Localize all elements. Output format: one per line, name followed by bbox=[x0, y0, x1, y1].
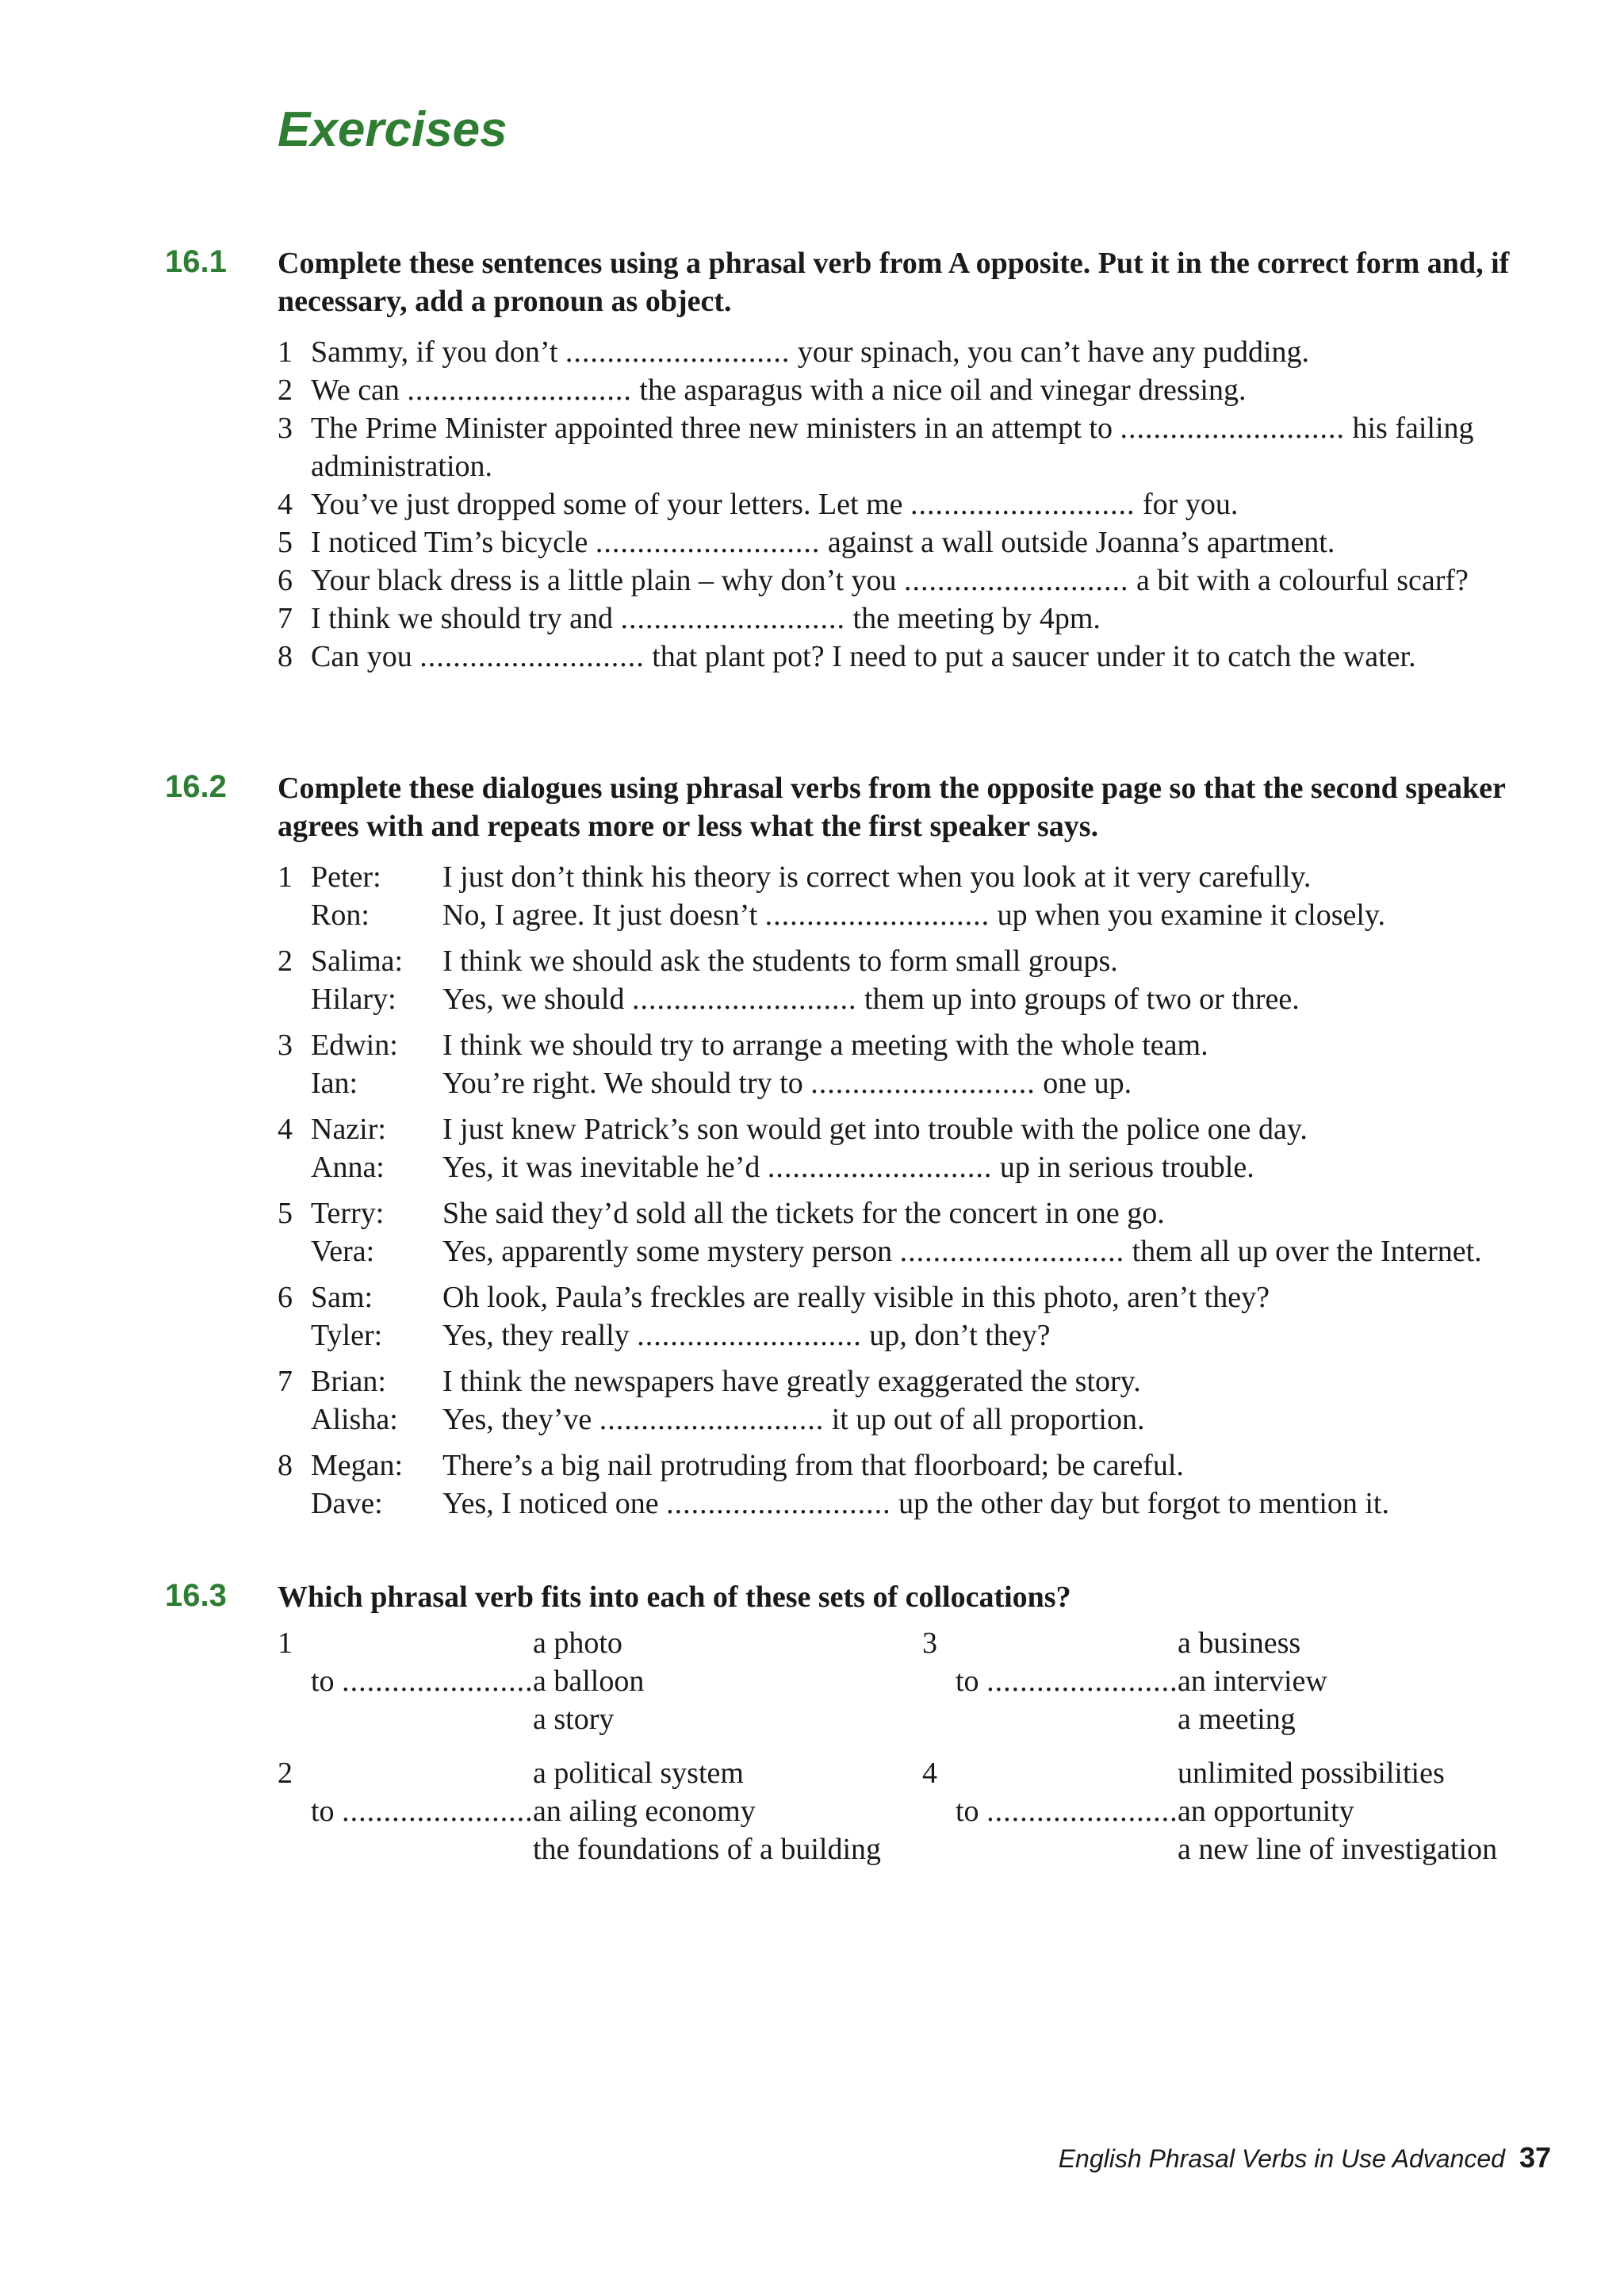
dialogue-line-first bbox=[278, 1446, 1546, 1485]
item-number: 4 bbox=[278, 1113, 293, 1146]
footer-page-number: 37 bbox=[1519, 2141, 1551, 2174]
item-number: 4 bbox=[278, 488, 293, 521]
collocation-set bbox=[922, 1754, 1525, 1873]
dialogue-line-second bbox=[278, 1400, 1546, 1439]
dialogue-text-start: Yes, it was inevitable he’d bbox=[442, 1151, 760, 1184]
dialogue-text: I think the newspapers have greatly exaggerated the story. bbox=[442, 1365, 1141, 1398]
collocation-phrase: a business bbox=[1178, 1626, 1301, 1660]
speaker-name: Brian: bbox=[311, 1365, 386, 1398]
page-footer bbox=[1059, 2141, 1551, 2174]
speaker-name: Dave: bbox=[311, 1487, 383, 1520]
collocation-phrase: unlimited possibilities bbox=[1178, 1757, 1445, 1790]
item-number: 3 bbox=[922, 1626, 937, 1660]
answer-blank[interactable]: ........................... bbox=[666, 1487, 891, 1520]
answer-blank[interactable]: ....................... bbox=[986, 1665, 1178, 1698]
collocation-phrase: a political system bbox=[533, 1757, 744, 1790]
collocation-phrase: a new line of investigation bbox=[1178, 1833, 1498, 1866]
dialogue-text: I just don’t think his theory is correct when you look at it very carefully. bbox=[442, 860, 1312, 894]
sentence-end: against a wall outside Joanna’s apartment. bbox=[827, 526, 1335, 559]
sentence-item bbox=[278, 371, 1546, 409]
dialogue-item bbox=[278, 1194, 1546, 1270]
sentence-item bbox=[278, 523, 1546, 561]
item-number: 5 bbox=[278, 526, 293, 559]
dialogue-item bbox=[278, 942, 1546, 1018]
sentence-end: his failing administration. bbox=[311, 412, 1474, 483]
to-label: to bbox=[956, 1795, 979, 1828]
item-number: 2 bbox=[278, 1757, 293, 1790]
answer-blank[interactable]: ........................... bbox=[764, 898, 990, 932]
dialogue-item bbox=[278, 1278, 1546, 1354]
sentence-start: I noticed Tim’s bicycle bbox=[311, 526, 588, 559]
sentence-start: Can you bbox=[311, 640, 412, 673]
item-number: 1 bbox=[278, 1626, 293, 1660]
dialogue-line-second bbox=[278, 896, 1546, 934]
answer-blank[interactable]: ........................... bbox=[599, 1403, 825, 1436]
dialogue-line-first bbox=[278, 1026, 1546, 1064]
answer-blank[interactable]: ........................... bbox=[899, 1235, 1125, 1268]
speaker-name: Tyler: bbox=[311, 1319, 383, 1352]
answer-blank[interactable]: ....................... bbox=[986, 1795, 1178, 1828]
exercise-instruction-16-1: Complete these sentences using a phrasal verb from A opposite. Put it in the correct form and, if necessary, add a pronoun as object. bbox=[278, 247, 1510, 318]
collocation-phrase: a balloon bbox=[533, 1665, 645, 1698]
sentence-start: I think we should try and bbox=[311, 602, 614, 635]
item-number: 2 bbox=[278, 944, 293, 978]
sentence-end: your spinach, you can’t have any pudding. bbox=[797, 335, 1310, 369]
speaker-name: Alisha: bbox=[311, 1403, 398, 1436]
collocation-set bbox=[922, 1624, 1525, 1743]
sentence-end: the meeting by 4pm. bbox=[852, 602, 1101, 635]
sentence-end: the asparagus with a nice oil and vinegar dressing. bbox=[639, 374, 1247, 407]
dialogue-text-end: up, don’t they? bbox=[869, 1319, 1051, 1352]
dialogue-text-start: Yes, they’ve bbox=[442, 1403, 592, 1436]
footer-book-title: English Phrasal Verbs in Use Advanced bbox=[1058, 2144, 1505, 2173]
sentence-start: We can bbox=[311, 374, 400, 407]
dialogue-item bbox=[278, 1362, 1546, 1439]
answer-blank[interactable]: ........................... bbox=[1120, 412, 1345, 445]
to-blank-line bbox=[311, 1662, 534, 1700]
item-number: 2 bbox=[278, 374, 293, 407]
exercise-number-16-3: 16.3 bbox=[165, 1578, 227, 1613]
dialogue-text: She said they’d sold all the tickets for the concert in one go. bbox=[442, 1197, 1165, 1230]
dialogue-line-second bbox=[278, 1316, 1546, 1354]
item-number: 5 bbox=[278, 1197, 293, 1230]
dialogue-line-first bbox=[278, 1194, 1546, 1232]
dialogue-text: There’s a big nail protruding from that floorboard; be careful. bbox=[442, 1449, 1184, 1482]
collocation-phrase: a photo bbox=[533, 1626, 622, 1660]
answer-blank[interactable]: ........................... bbox=[637, 1319, 862, 1352]
dialogue-line-first bbox=[278, 1110, 1546, 1148]
item-number: 3 bbox=[278, 412, 293, 445]
answer-blank[interactable]: ........................... bbox=[565, 335, 791, 369]
answer-blank[interactable]: ....................... bbox=[342, 1665, 534, 1698]
collocation-phrases bbox=[533, 1754, 881, 1868]
exercise-instruction-16-2: Complete these dialogues using phrasal verbs from the opposite page so that the second speaker agrees with and repeats more or less what the first speaker says. bbox=[278, 772, 1506, 843]
collocation-phrase: an ailing economy bbox=[533, 1795, 756, 1828]
sentence-end: that plant pot? I need to put a saucer under it to catch the water. bbox=[652, 640, 1416, 673]
answer-blank[interactable]: ........................... bbox=[620, 602, 846, 635]
item-number: 8 bbox=[278, 1449, 293, 1482]
speaker-name: Edwin: bbox=[311, 1029, 398, 1062]
answer-blank[interactable]: ........................... bbox=[810, 1067, 1036, 1100]
collocation-phrase: a meeting bbox=[1178, 1703, 1296, 1736]
sentence-end: for you. bbox=[1143, 488, 1239, 521]
collocation-phrase: an opportunity bbox=[1178, 1795, 1354, 1828]
speaker-name: Megan: bbox=[311, 1449, 404, 1482]
item-number: 8 bbox=[278, 640, 293, 673]
dialogue-text: I just knew Patrick’s son would get into trouble with the police one day. bbox=[442, 1113, 1308, 1146]
answer-blank[interactable]: ........................... bbox=[407, 374, 632, 407]
dialogue-item bbox=[278, 1026, 1546, 1102]
dialogue-text: Oh look, Paula’s freckles are really visible in this photo, aren’t they? bbox=[442, 1281, 1270, 1314]
collocation-phrases bbox=[1178, 1624, 1327, 1738]
speaker-name: Ian: bbox=[311, 1067, 358, 1100]
answer-blank[interactable]: ........................... bbox=[904, 564, 1129, 597]
item-number: 1 bbox=[278, 335, 293, 369]
collocation-phrase: a story bbox=[533, 1703, 615, 1736]
item-number: 6 bbox=[278, 1281, 293, 1314]
speaker-name: Ron: bbox=[311, 898, 370, 932]
speaker-name: Salima: bbox=[311, 944, 404, 978]
item-number: 1 bbox=[278, 860, 293, 894]
sentence-item bbox=[278, 638, 1546, 676]
item-number: 7 bbox=[278, 1365, 293, 1398]
dialogue-line-second bbox=[278, 1485, 1546, 1523]
to-label: to bbox=[311, 1665, 335, 1698]
sentence-start: Your black dress is a little plain – why don’t you bbox=[311, 564, 897, 597]
dialogue-item bbox=[278, 1446, 1546, 1523]
speaker-name: Terry: bbox=[311, 1197, 385, 1230]
to-blank-line bbox=[956, 1792, 1178, 1830]
sentence-item bbox=[278, 561, 1546, 600]
exercise-number-16-1: 16.1 bbox=[165, 244, 227, 279]
exercise-16-1-items bbox=[278, 333, 1546, 676]
speaker-name: Anna: bbox=[311, 1151, 385, 1184]
dialogue-item bbox=[278, 858, 1546, 934]
exercise-16-2-dialogues bbox=[278, 858, 1546, 1531]
dialogue-text-end: up when you examine it closely. bbox=[997, 898, 1385, 932]
to-blank-line bbox=[311, 1792, 534, 1830]
sentence-item bbox=[278, 333, 1546, 371]
sentence-item bbox=[278, 600, 1546, 638]
dialogue-item bbox=[278, 1110, 1546, 1186]
dialogue-line-second bbox=[278, 980, 1546, 1018]
dialogue-line-first bbox=[278, 1278, 1546, 1316]
collocation-phrases bbox=[1178, 1754, 1497, 1868]
item-number: 6 bbox=[278, 564, 293, 597]
answer-blank[interactable]: ........................... bbox=[595, 526, 821, 559]
dialogue-text-end: them all up over the Internet. bbox=[1132, 1235, 1482, 1268]
speaker-name: Nazir: bbox=[311, 1113, 386, 1146]
exercise-instruction-16-3: Which phrasal verb fits into each of these sets of collocations? bbox=[278, 1580, 1071, 1614]
sentence-item bbox=[278, 485, 1546, 523]
sentence-start: You’ve just dropped some of your letters. Let me bbox=[311, 488, 903, 521]
dialogue-text-end: up in serious trouble. bbox=[999, 1151, 1254, 1184]
item-number: 4 bbox=[922, 1757, 937, 1790]
to-label: to bbox=[311, 1795, 335, 1828]
collocation-phrase: the foundations of a building bbox=[533, 1833, 882, 1866]
sentence-start: The Prime Minister appointed three new ministers in an attempt to bbox=[311, 412, 1113, 445]
dialogue-line-second bbox=[278, 1064, 1546, 1102]
to-label: to bbox=[956, 1665, 979, 1698]
dialogue-line-second bbox=[278, 1148, 1546, 1186]
dialogue-text-start: Yes, I noticed one bbox=[442, 1487, 659, 1520]
item-number: 3 bbox=[278, 1029, 293, 1062]
speaker-name: Sam: bbox=[311, 1281, 373, 1314]
item-number: 7 bbox=[278, 602, 293, 635]
dialogue-line-first bbox=[278, 858, 1546, 896]
answer-blank[interactable]: ........................... bbox=[767, 1151, 993, 1184]
dialogue-line-first bbox=[278, 1362, 1546, 1400]
to-blank-line bbox=[956, 1662, 1178, 1700]
collocation-set bbox=[278, 1754, 880, 1873]
dialogue-text-start: No, I agree. It just doesn’t bbox=[442, 898, 758, 932]
dialogue-text: I think we should try to arrange a meeting with the whole team. bbox=[442, 1029, 1208, 1062]
dialogue-text-start: Yes, apparently some mystery person bbox=[442, 1235, 893, 1268]
dialogue-text: I think we should ask the students to form small groups. bbox=[442, 944, 1118, 978]
page-title: Exercises bbox=[278, 102, 508, 157]
collocation-phrases bbox=[533, 1624, 644, 1738]
speaker-name: Vera: bbox=[311, 1235, 375, 1268]
answer-blank[interactable]: ........................... bbox=[419, 640, 645, 673]
answer-blank[interactable]: ........................... bbox=[910, 488, 1136, 521]
answer-blank[interactable]: ....................... bbox=[342, 1795, 534, 1828]
speaker-name: Peter: bbox=[311, 860, 381, 894]
collocation-phrase: an interview bbox=[1178, 1665, 1327, 1698]
dialogue-line-first bbox=[278, 942, 1546, 980]
dialogue-text-start: You’re right. We should try to bbox=[442, 1067, 803, 1100]
sentence-end: a bit with a colourful scarf? bbox=[1136, 564, 1469, 597]
dialogue-text-end: it up out of all proportion. bbox=[831, 1403, 1145, 1436]
collocation-set bbox=[278, 1624, 880, 1743]
dialogue-text-start: Yes, we should bbox=[442, 983, 625, 1016]
dialogue-line-second bbox=[278, 1232, 1546, 1270]
dialogue-text-start: Yes, they really bbox=[442, 1319, 630, 1352]
answer-blank[interactable]: ........................... bbox=[631, 983, 857, 1016]
dialogue-text-end: up the other day but forgot to mention it. bbox=[898, 1487, 1389, 1520]
speaker-name: Hilary: bbox=[311, 983, 396, 1016]
sentence-start: Sammy, if you don’t bbox=[311, 335, 558, 369]
exercise-number-16-2: 16.2 bbox=[165, 769, 227, 804]
dialogue-text-end: them up into groups of two or three. bbox=[864, 983, 1300, 1016]
dialogue-text-end: one up. bbox=[1043, 1067, 1132, 1100]
sentence-item bbox=[278, 409, 1546, 485]
